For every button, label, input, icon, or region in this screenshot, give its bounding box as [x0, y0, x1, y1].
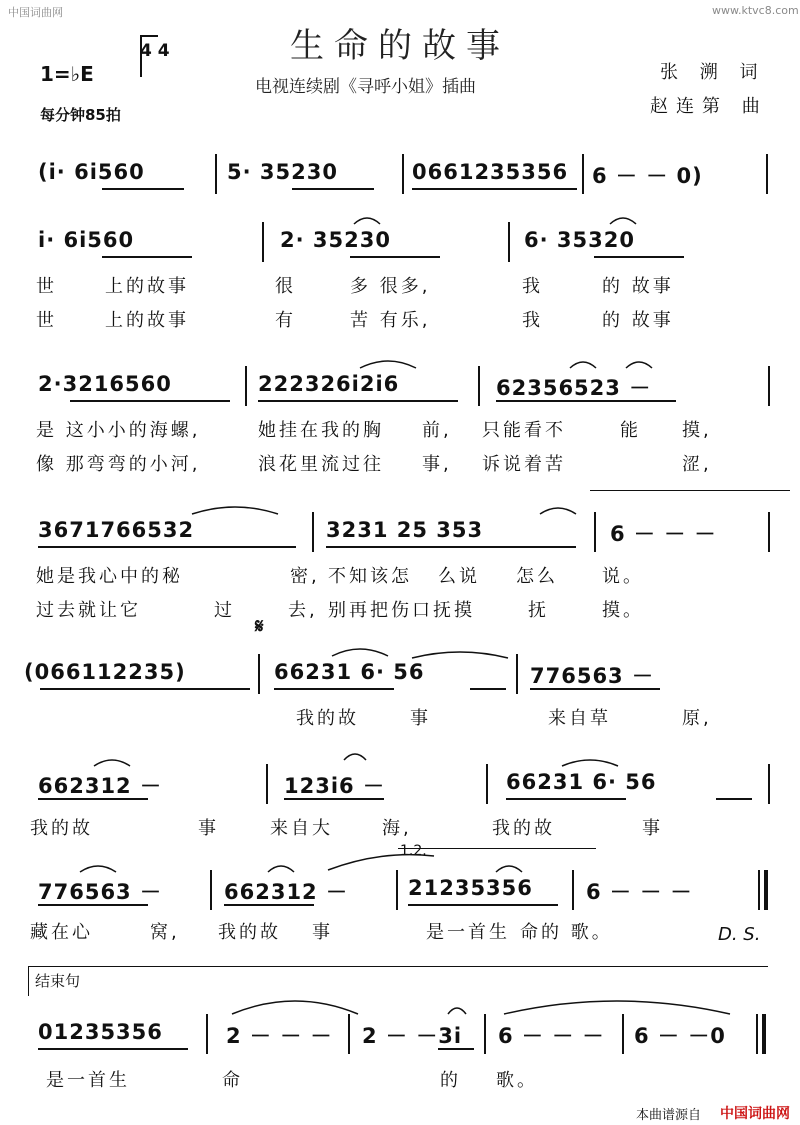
underline-beam: [594, 256, 684, 258]
measure: (066112235): [24, 660, 186, 684]
song-title: 生命的故事: [290, 26, 510, 66]
coda-rule: [28, 966, 768, 967]
key-signature: 1=♭E: [40, 62, 94, 86]
measure: 662312 －: [38, 774, 162, 798]
barline: [766, 154, 768, 194]
measure: 222326i2i6: [258, 372, 400, 396]
slur: [538, 502, 578, 516]
underline-beam: [292, 188, 374, 190]
measure: 662312 －: [224, 880, 348, 904]
lyric: 海,: [382, 818, 412, 839]
lyric: 是一首生: [46, 1070, 130, 1091]
lyric: 事: [312, 922, 333, 943]
volta-bracket-label: 1.2.: [400, 843, 427, 859]
measure: (i· 6i560: [38, 160, 145, 184]
measure: 62356523 －: [496, 376, 652, 400]
score-line-5: [24, 660, 770, 692]
lyric: 说。: [602, 566, 644, 587]
score-line-4: [30, 518, 770, 550]
measure: 3231 25 353: [326, 518, 484, 542]
underline-beam: [102, 188, 184, 190]
underline-beam: [326, 546, 576, 548]
underline-beam: [470, 688, 506, 690]
lyric: 去,: [288, 600, 318, 621]
measure: 776563 －: [530, 664, 654, 688]
measure: 2 － －3i: [362, 1024, 463, 1048]
underline-beam: [438, 1048, 474, 1050]
final-barline-thick: [762, 1014, 766, 1054]
time-signature-bottom: 4: [157, 41, 170, 61]
time-signature: [140, 40, 170, 62]
underline-beam: [716, 798, 752, 800]
barline: [516, 654, 518, 694]
lyric: 浪花里流过往: [258, 454, 384, 475]
slur: [326, 850, 436, 872]
measure: 6 － － －: [610, 522, 717, 546]
measure: 6 － － 0): [592, 164, 703, 188]
barline: [348, 1014, 350, 1054]
lyric: 我: [522, 310, 543, 331]
barline: [206, 1014, 208, 1054]
measure: 66231 6· 56: [274, 660, 425, 684]
slur: [560, 754, 620, 768]
barline: [396, 870, 398, 910]
lyric: 她是我心中的秘: [36, 566, 183, 587]
score-line-6: [30, 770, 770, 802]
barline: [622, 1014, 624, 1054]
measure: 66231 6· 56: [506, 770, 657, 794]
lyric: 上的故事: [105, 276, 189, 297]
measure: 01235356: [38, 1020, 163, 1044]
watermark-top-right: www.ktvc8.com: [712, 4, 799, 17]
slur: [190, 500, 280, 516]
slur: [410, 646, 510, 660]
coda-label: 结束句: [35, 972, 81, 990]
score-line-1: [30, 160, 770, 192]
barline: [768, 764, 770, 804]
underline-beam: [258, 400, 458, 402]
lyric: 前,: [422, 420, 452, 441]
lyric: 过: [214, 600, 235, 621]
lyric: 命的 歌。: [520, 922, 613, 943]
lyric: 过去就让它: [36, 600, 141, 621]
lyric: 的: [440, 1070, 461, 1091]
slur: [624, 356, 654, 370]
lyric: 事: [198, 818, 219, 839]
barline: [266, 764, 268, 804]
underline-beam: [506, 798, 626, 800]
slur: [608, 212, 638, 226]
score-line-3: [30, 372, 770, 404]
slur: [330, 642, 390, 658]
final-barline: [756, 1014, 758, 1054]
score-line-2: [30, 228, 770, 260]
measure: 6 － － －: [586, 880, 693, 904]
slur: [568, 356, 598, 370]
source-label: 本曲谱源自: [636, 1108, 702, 1123]
slur: [342, 748, 368, 762]
barline: [258, 654, 260, 694]
measure: 5· 35230: [227, 160, 338, 184]
underline-beam: [496, 400, 676, 402]
lyric: 怎么: [516, 566, 558, 587]
lyric: 别再把伤口抚摸: [328, 600, 475, 621]
underline-beam: [38, 904, 148, 906]
underline-beam: [102, 256, 192, 258]
lyric: 藏在心: [30, 922, 93, 943]
barline: [402, 154, 404, 194]
lyric: 来自大: [270, 818, 333, 839]
slur: [78, 860, 118, 874]
slur: [266, 860, 296, 874]
repeat-barline: [758, 870, 760, 910]
underline-beam: [70, 400, 230, 402]
lyric: 是一首生: [426, 922, 510, 943]
slur: [352, 212, 382, 226]
underline-beam: [38, 546, 296, 548]
measure: 6 － － －: [498, 1024, 605, 1048]
time-signature-top: 4: [140, 41, 152, 61]
barline: [215, 154, 217, 194]
lyric: 不知该怎: [328, 566, 412, 587]
lyric: 世: [36, 276, 57, 297]
slur: [230, 990, 360, 1016]
lyric: 窝,: [150, 922, 180, 943]
lyric: 的 故事: [602, 276, 674, 297]
lyric: 来自草: [548, 708, 611, 729]
lyric: 歌。: [496, 1070, 538, 1091]
lyric: 我: [522, 276, 543, 297]
measure: 776563 －: [38, 880, 162, 904]
measure: 21235356: [408, 876, 533, 900]
lyric: 事: [410, 708, 431, 729]
measure: i· 6i560: [38, 228, 135, 252]
composer-credit: 赵连第 曲: [650, 96, 768, 117]
lyric: 原,: [682, 708, 712, 729]
lyric: 抚: [528, 600, 549, 621]
slur: [502, 990, 732, 1016]
lyric: 像 那弯弯的小河,: [36, 454, 201, 475]
slur: [446, 1002, 468, 1016]
barline: [478, 366, 480, 406]
slur: [92, 754, 132, 768]
tempo-marking: 每分钟85拍: [40, 106, 121, 124]
barline: [582, 154, 584, 194]
lyric: 摸。: [602, 600, 644, 621]
underline-beam: [408, 904, 558, 906]
lyric: 有: [275, 310, 296, 331]
song-subtitle: 电视连续剧《寻呼小姐》插曲: [255, 77, 476, 97]
lyric: 是 这小小的海螺,: [36, 420, 201, 441]
lyric: 我的故: [492, 818, 555, 839]
lyric: 的 故事: [602, 310, 674, 331]
staff-rule: [590, 490, 790, 491]
lyric: 很: [275, 276, 296, 297]
score-line-8: [30, 1020, 770, 1052]
measure: 6· 35320: [524, 228, 635, 252]
lyric: 上的故事: [105, 310, 189, 331]
measure: 2 － － －: [226, 1024, 333, 1048]
repeat-barline-thick: [764, 870, 768, 910]
barline: [210, 870, 212, 910]
lyricist-credit: 张 溯 词: [660, 62, 766, 83]
barline: [245, 366, 247, 406]
underline-beam: [40, 688, 250, 690]
underline-beam: [38, 798, 148, 800]
lyric: 苦 有乐,: [350, 310, 431, 331]
underline-beam: [38, 1048, 188, 1050]
measure: 3671766532: [38, 518, 195, 542]
lyric: 摸,: [682, 420, 712, 441]
barline: [312, 512, 314, 552]
lyric: 我的故: [296, 708, 359, 729]
lyric: 多 很多,: [350, 276, 431, 297]
barline: [768, 366, 770, 406]
segno-sign: 𝄋: [255, 614, 264, 638]
lyric: 她挂在我的胸: [258, 420, 384, 441]
lyric: 我的故: [218, 922, 281, 943]
measure: 6 － －0: [634, 1024, 726, 1048]
barline: [594, 512, 596, 552]
measure: 123i6 －: [284, 774, 385, 798]
underline-beam: [224, 904, 314, 906]
lyric: 只能看不: [482, 420, 566, 441]
barline: [484, 1014, 486, 1054]
coda-rule-side: [28, 966, 29, 996]
barline: [768, 512, 770, 552]
barline: [508, 222, 510, 262]
slur: [494, 860, 524, 874]
slur: [358, 354, 418, 370]
lyric: 涩,: [682, 454, 712, 475]
measure: 2·3216560: [38, 372, 172, 396]
lyric: 能: [620, 420, 641, 441]
measure: 0661235356: [412, 160, 569, 184]
barline: [486, 764, 488, 804]
time-signature-divider: [140, 35, 158, 77]
lyric: 我的故: [30, 818, 93, 839]
underline-beam: [284, 798, 384, 800]
underline-beam: [350, 256, 440, 258]
dal-segno-mark: D. S.: [718, 924, 761, 945]
lyric: 密,: [290, 566, 320, 587]
barline: [572, 870, 574, 910]
barline: [262, 222, 264, 262]
score-line-7: [30, 876, 770, 908]
lyric: 事: [642, 818, 663, 839]
watermark-top-left: 中国词曲网: [8, 6, 63, 19]
underline-beam: [274, 688, 394, 690]
measure: 2· 35230: [280, 228, 391, 252]
lyric: 命: [222, 1070, 243, 1091]
volta-bracket: [398, 848, 596, 849]
underline-beam: [530, 688, 660, 690]
lyric: 诉说着苦: [482, 454, 566, 475]
lyric: 么说: [438, 566, 480, 587]
underline-beam: [412, 188, 577, 190]
lyric: 事,: [422, 454, 452, 475]
source-site-link[interactable]: 中国词曲网: [720, 1106, 790, 1122]
lyric: 世: [36, 310, 57, 331]
